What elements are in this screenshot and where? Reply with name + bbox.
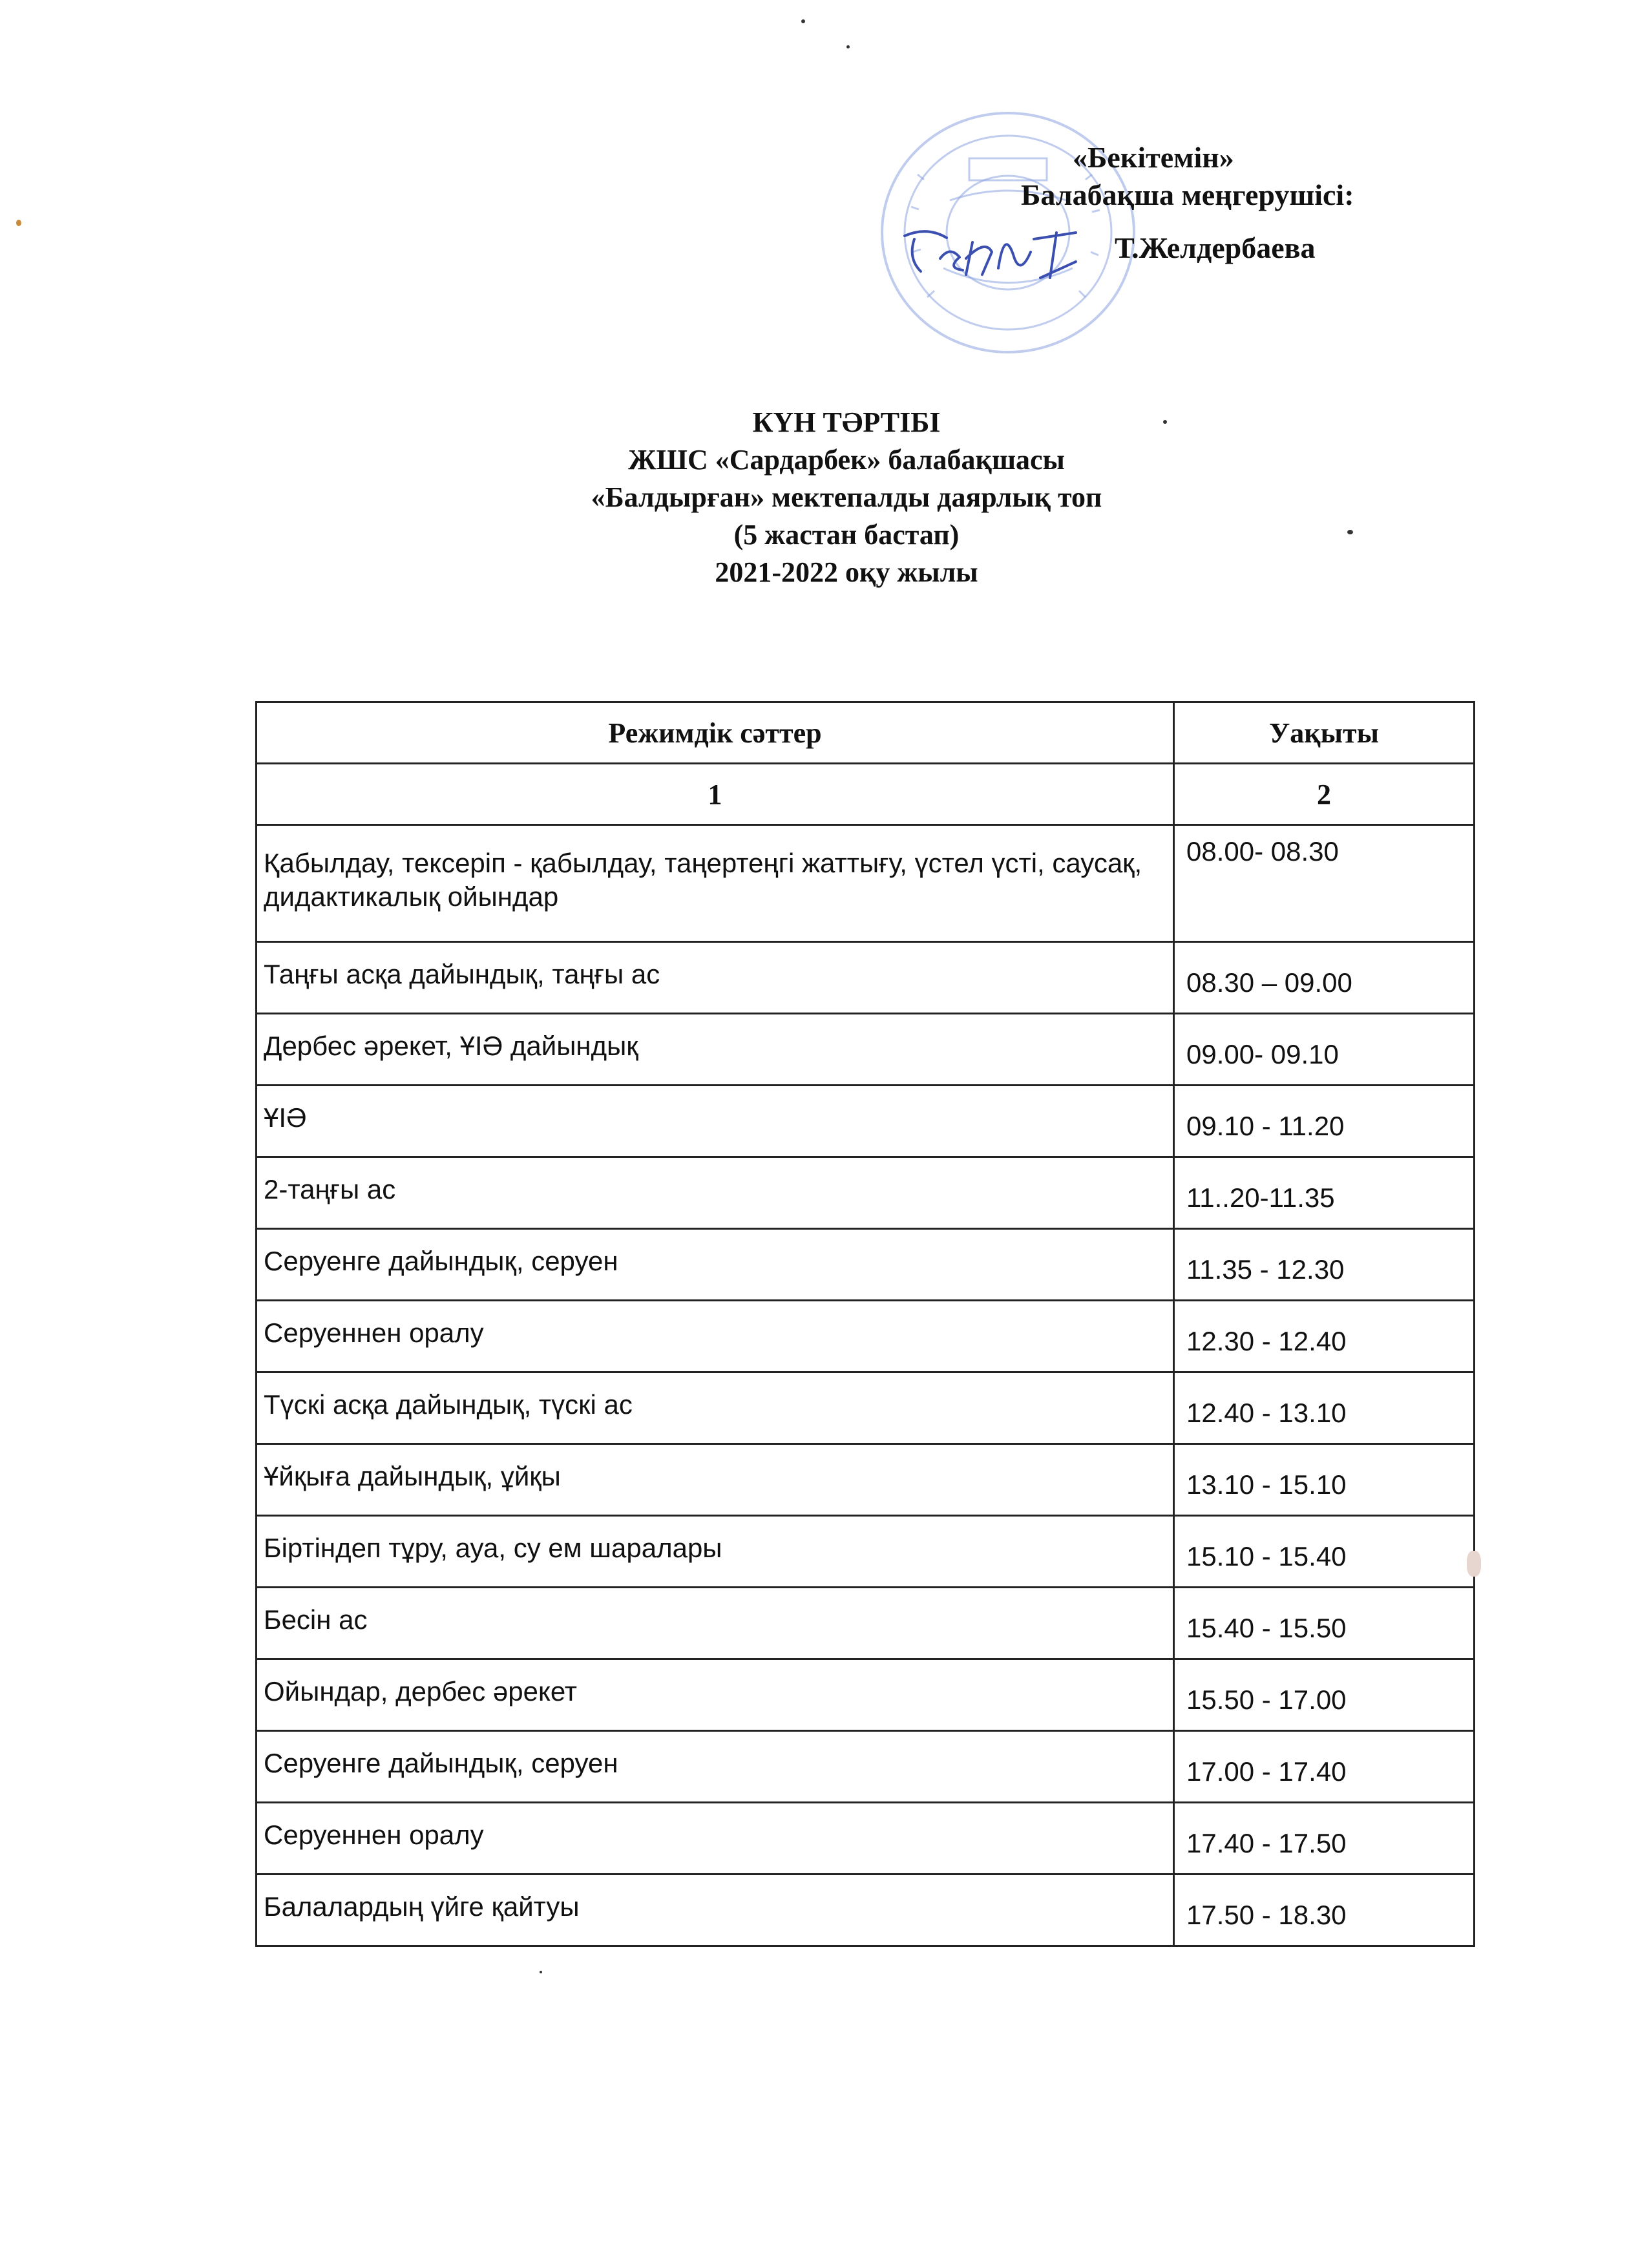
- table-row: [257, 1803, 1475, 1874]
- time-cell: 12.40 - 13.10: [1174, 1372, 1475, 1444]
- title-line-5: 2021-2022 оқу жылы: [715, 556, 978, 588]
- approval-position: Балабақша меңгерушісі:: [1021, 178, 1354, 211]
- scan-speck: [1163, 420, 1167, 424]
- time-cell: 08.00- 08.30: [1174, 825, 1475, 942]
- activity-cell: Серуеннен оралу: [257, 1301, 1174, 1372]
- table-row: [257, 942, 1475, 1014]
- activity-cell: Біртіндеп тұру, ауа, су ем шаралары: [257, 1516, 1174, 1588]
- time-cell: 15.50 - 17.00: [1174, 1659, 1475, 1731]
- activity-cell: Қабылдау, тексеріп - қабылдау, таңертеңгі жаттығу, үстел үсті, саусақ, дидактикалық ойындар: [257, 825, 1174, 942]
- time-cell: 17.00 - 17.40: [1174, 1731, 1475, 1803]
- column-header-activity: Режимдік сәттер: [257, 702, 1174, 764]
- time-cell: 11..20-11.35: [1174, 1157, 1475, 1229]
- table-row: [257, 1731, 1475, 1803]
- time-cell: 09.00- 09.10: [1174, 1014, 1475, 1086]
- table-row: [257, 1157, 1475, 1229]
- time-cell: 17.40 - 17.50: [1174, 1803, 1475, 1874]
- table-row: [257, 825, 1475, 942]
- activity-cell: Ойындар, дербес әрекет: [257, 1659, 1174, 1731]
- approval-heading: «Бекітемін»: [1073, 141, 1234, 174]
- table-row: [257, 1229, 1475, 1301]
- activity-cell: Бесін ас: [257, 1588, 1174, 1659]
- time-cell: 13.10 - 15.10: [1174, 1444, 1475, 1516]
- activity-cell: Серуенге дайындық, серуен: [257, 1731, 1174, 1803]
- time-cell: 09.10 - 11.20: [1174, 1086, 1475, 1157]
- table-row: [257, 1588, 1475, 1659]
- title-line-1: КҮН ТӘРТІБІ: [752, 406, 941, 438]
- table-row: [257, 1372, 1475, 1444]
- activity-cell: Түскі асқа дайындық, түскі ас: [257, 1372, 1174, 1444]
- handwritten-signature-icon: [901, 213, 1082, 284]
- table-row: [257, 1444, 1475, 1516]
- document-title: [582, 404, 1111, 591]
- table-header-row: [257, 702, 1475, 764]
- activity-cell: Серуенге дайындық, серуен: [257, 1229, 1174, 1301]
- time-cell: 11.35 - 12.30: [1174, 1229, 1475, 1301]
- scan-speck: [16, 220, 21, 226]
- table-row: [257, 1659, 1475, 1731]
- title-line-2: ЖШС «Сардарбек» балабақшасы: [628, 444, 1065, 476]
- table-row: [257, 1301, 1475, 1372]
- time-cell: 15.40 - 15.50: [1174, 1588, 1475, 1659]
- scan-speck: [540, 1971, 542, 1973]
- table-row: [257, 1014, 1475, 1086]
- column-number: 1: [257, 764, 1174, 825]
- column-number: 2: [1174, 764, 1475, 825]
- column-number-row: [257, 764, 1475, 825]
- table-row: [257, 1086, 1475, 1157]
- activity-cell: Дербес әрекет, ҰІӘ дайындық: [257, 1014, 1174, 1086]
- time-cell: 15.10 - 15.40: [1174, 1516, 1475, 1588]
- activity-cell: Таңғы асқа дайындық, таңғы ас: [257, 942, 1174, 1014]
- activity-cell: Серуеннен оралу: [257, 1803, 1174, 1874]
- title-line-4: (5 жастан бастап): [733, 519, 960, 551]
- title-line-3: «Балдырған» мектепалды даярлық топ: [591, 481, 1102, 513]
- activity-cell: 2-таңғы ас: [257, 1157, 1174, 1229]
- time-cell: 17.50 - 18.30: [1174, 1874, 1475, 1946]
- table-row: [257, 1516, 1475, 1588]
- time-cell: 12.30 - 12.40: [1174, 1301, 1475, 1372]
- table-row: [257, 1874, 1475, 1946]
- activity-cell: ҰІӘ: [257, 1086, 1174, 1157]
- activity-cell: Ұйқыға дайындық, ұйқы: [257, 1444, 1174, 1516]
- time-cell: 08.30 – 09.00: [1174, 942, 1475, 1014]
- scan-speck: [846, 45, 850, 48]
- scan-speck: [801, 19, 805, 23]
- scan-speck: [1347, 530, 1353, 534]
- schedule-table: [255, 701, 1475, 1947]
- approval-name: Т.Желдербаева: [1115, 231, 1316, 264]
- scan-speck: [1467, 1551, 1481, 1577]
- column-header-time: Уақыты: [1174, 702, 1475, 764]
- activity-cell: Балалардың үйге қайтуы: [257, 1874, 1174, 1946]
